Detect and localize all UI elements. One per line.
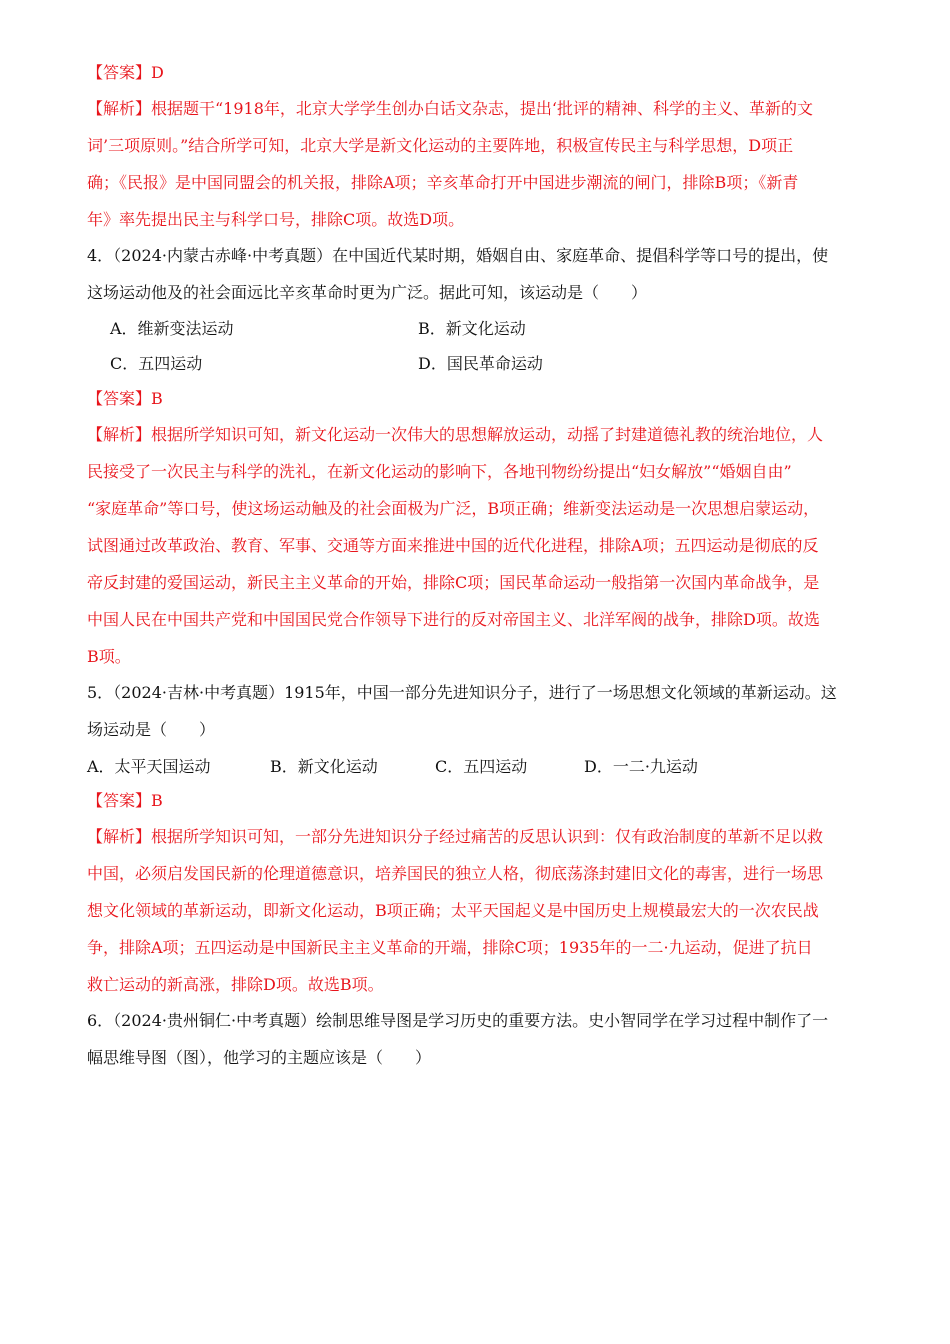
q4-option-a: A．维新变法运动 (110, 319, 234, 338)
q4-analysis-line-3: “家庭革命”等口号，使这场运动触及的社会面极为广泛，B项正确；维新变法运动是一次思想启蒙运动， (87, 499, 820, 518)
q4-option-b: B．新文化运动 (418, 319, 526, 338)
q4-analysis-line-5: 帝反封建的爱国运动，新民主主义革命的开始，排除C项；国民革命运动一般指第一次国内革命战争，是 (87, 573, 820, 592)
q5-answer: 【答案】B (87, 791, 163, 810)
q3-answer: 【答案】D (87, 63, 164, 82)
q5-analysis-line-1: 【解析】根据所学知识可知，一部分先进知识分子经过痛苦的反思认识到：仅有政治制度的革新不足以救 (87, 827, 824, 846)
q5-stem-line-2: 场运动是（ ） (87, 720, 216, 739)
q3-analysis-line-1: 【解析】根据题干“1918年，北京大学学生创办白话文杂志，提出‘批评的精神、科学的主义、革新的文 (87, 99, 813, 118)
q5-option-b: B．新文化运动 (270, 757, 378, 776)
q6-stem-line-1: 6．（2024·贵州铜仁·中考真题）绘制思维导图是学习历史的重要方法。史小智同学在学习过程中制作了一 (87, 1011, 829, 1030)
q3-analysis-line-4: 年》率先提出民主与科学口号，排除C项。故选D项。 (87, 210, 465, 229)
q5-stem-line-1: 5．（2024·吉林·中考真题）1915年，中国一部分先进知识分子，进行了一场思想文化领域的革新运动。这 (87, 683, 837, 702)
q5-option-c: C．五四运动 (435, 757, 528, 776)
q4-analysis-line-1: 【解析】根据所学知识可知，新文化运动一次伟大的思想解放运动，动摇了封建道德礼教的统治地位，人 (87, 425, 824, 444)
q5-option-a: A．太平天国运动 (87, 757, 211, 776)
q4-option-d: D．国民革命运动 (418, 354, 543, 373)
q4-option-c: C．五四运动 (110, 354, 203, 373)
q4-stem-line-2: 这场运动他及的社会面远比辛亥革命时更为广泛。据此可知，该运动是（ ） (87, 283, 648, 302)
q5-analysis-line-4: 争，排除A项；五四运动是中国新民主主义革命的开端，排除C项；1935年的一二·九运动，促进了抗日 (87, 938, 813, 957)
q4-answer: 【答案】B (87, 389, 163, 408)
q4-stem-line-1: 4．（2024·内蒙古赤峰·中考真题）在中国近代某时期，婚姻自由、家庭革命、提倡科学等口号的提出，使 (87, 246, 829, 265)
q4-analysis-line-6: 中国人民在中国共产党和中国国民党合作领导下进行的反对帝国主义、北洋军阀的战争，排除D项。故选 (87, 610, 820, 629)
q4-analysis-line-7: B项。 (87, 647, 131, 666)
q3-analysis-line-3: 确；《民报》是中国同盟会的机关报，排除A项；辛亥革命打开中国进步潮流的闸门，排除B项；《新青 (87, 173, 799, 192)
q5-option-d: D．一二·九运动 (584, 757, 698, 776)
q5-analysis-line-2: 中国，必须启发国民新的伦理道德意识，培养国民的独立人格，彻底荡涤封建旧文化的毒害，进行一场思 (87, 864, 824, 883)
q3-analysis-line-2: 词’三项原则。”结合所学可知，北京大学是新文化运动的主要阵地，积极宣传民主与科学思想，D项正 (87, 136, 794, 155)
q4-analysis-line-4: 试图通过改革政治、教育、军事、交通等方面来推进中国的近代化进程，排除A项；五四运动是彻底的反 (87, 536, 819, 555)
q5-analysis-line-3: 想文化领域的革新运动，即新文化运动，B项正确；太平天国起义是中国历史上规模最宏大的一次农民战 (87, 901, 819, 920)
q5-analysis-line-5: 救亡运动的新高涨，排除D项。故选B项。 (87, 975, 384, 994)
q4-analysis-line-2: 民接受了一次民主与科学的洗礼，在新文化运动的影响下，各地刊物纷纷提出“妇女解放”“婚姻自由” (87, 462, 792, 481)
q6-stem-line-2: 幅思维导图（图），他学习的主题应该是（ ） (87, 1048, 432, 1067)
